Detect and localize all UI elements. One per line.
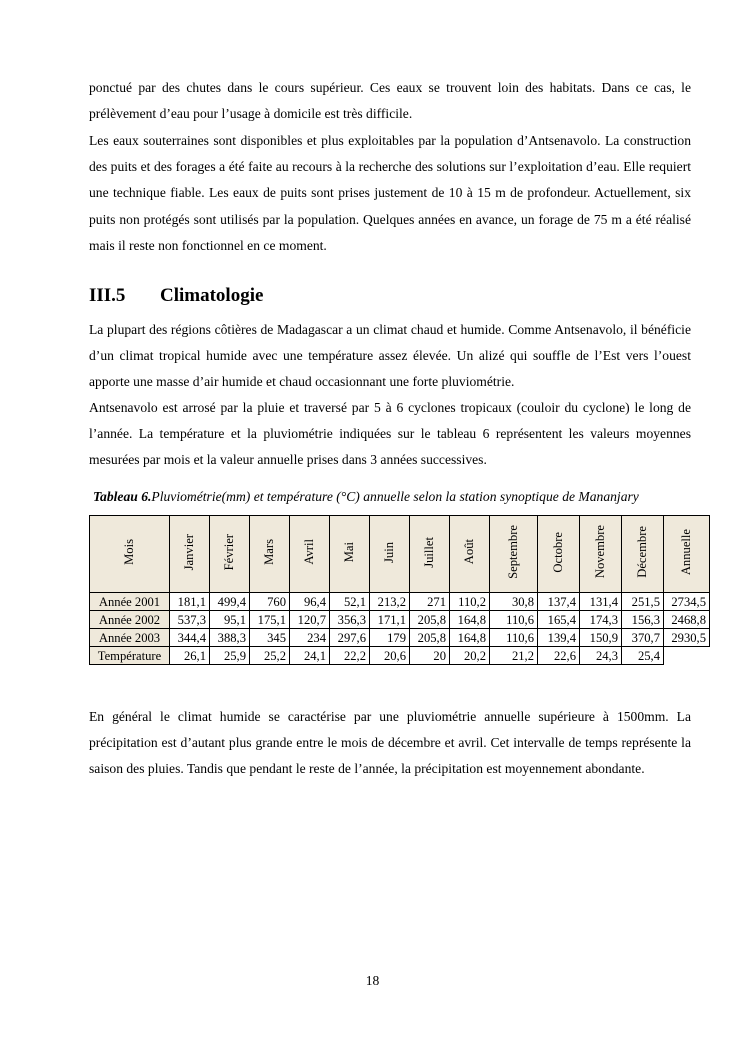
table-cell: 171,1 [370,611,410,629]
page-number: 18 [365,973,380,988]
section-number: III.5 [89,285,126,306]
climate-paragraph-1: La plupart des régions côtières de Madagascar a un climat chaud et humide. Comme Antsenavolo, il bénéficie d’un climat tropical humide avec une température assez élevée. Un alizé qui souffle de l’Est vers l’ouest apporte une masse d’air humide et chaud occasionnant une forte pluviométrie. [89,322,691,390]
table-cell: 96,4 [290,593,330,611]
column-header-label: Janvier [182,533,196,571]
empty-cell [664,647,710,665]
column-header-label: Novembre [593,525,607,579]
column-header-label: Avril [302,539,316,565]
table-cell: 205,8 [410,629,450,647]
table-row [90,629,710,647]
table-cell: 537,3 [170,611,210,629]
table-cell: 95,1 [210,611,250,629]
table-cell: 179 [370,629,410,647]
table-cell: 52,1 [330,593,370,611]
column-header [370,516,410,593]
row-label: Année 2001 [90,593,170,611]
table-cell: 234 [290,629,330,647]
table-cell: 21,2 [490,647,538,665]
table-cell: 388,3 [210,629,250,647]
column-header [622,516,664,593]
row-label: Année 2002 [90,611,170,629]
climate-paragraph-2: Antsenavolo est arrosé par la pluie et traversé par 5 à 6 cyclones tropicaux (couloir du cyclone) le long de l’année. La température et la pluviométrie indiquées sur le tableau 6 représentent les valeurs moyennes mesurées par mois et la valeur annuelle prises dans 3 années successives. [89,400,691,468]
table-cell: 25,9 [210,647,250,665]
table-row [90,611,710,629]
table-cell: 24,1 [290,647,330,665]
table-cell: 164,8 [450,629,490,647]
table-cell: 131,4 [580,593,622,611]
column-header [450,516,490,593]
table-cell: 25,4 [622,647,664,665]
table-cell: 110,2 [450,593,490,611]
table-cell: 174,3 [580,611,622,629]
column-header [210,516,250,593]
table-cell: 156,3 [622,611,664,629]
column-header [250,516,290,593]
column-header-label: Juillet [422,536,436,568]
table-cell: 110,6 [490,611,538,629]
column-header [330,516,370,593]
table-cell: 150,9 [580,629,622,647]
table-cell: 2468,8 [664,611,710,629]
table-cell: 271 [410,593,450,611]
column-header [290,516,330,593]
table-header-row [90,516,710,593]
column-header [410,516,450,593]
table-cell: 2734,5 [664,593,710,611]
table-cell: 30,8 [490,593,538,611]
column-header [170,516,210,593]
table-cell: 26,1 [170,647,210,665]
table-cell: 22,6 [538,647,580,665]
table-cell: 110,6 [490,629,538,647]
conclusion-paragraph: En général le climat humide se caractérise par une pluviométrie annuelle supérieure à 1500mm. La précipitation est d’autant plus grande entre le mois de décembre et avril. Cet intervalle de temps représente la saison des pluies. Tandis que pendant le reste de l’année, la précipitation est moyennement abondante. [89,709,691,777]
table-row [90,647,710,665]
column-header-label: Février [222,533,236,571]
column-header [90,516,170,593]
table-cell: 213,2 [370,593,410,611]
column-header-label: Septembre [506,525,520,579]
table-caption-text: Pluviométrie(mm) et température (°C) annuelle selon la station synoptique de Mananjary [151,489,639,504]
intro-paragraph: ponctué par des chutes dans le cours supérieur. Ces eaux se trouvent loin des habitats. Dans ce cas, le prélèvement d’eau pour l’usage à domicile est très difficile. [89,80,691,122]
table-cell: 370,7 [622,629,664,647]
column-header-label: Annuelle [679,528,693,576]
column-header [490,516,538,593]
section-title: Climatologie [160,285,264,306]
column-header [538,516,580,593]
column-header-label: Mars [262,539,276,565]
table-body [90,593,710,665]
climate-table [89,515,710,665]
table-cell: 25,2 [250,647,290,665]
table-cell: 499,4 [210,593,250,611]
table-cell: 760 [250,593,290,611]
column-header [664,516,710,593]
section-heading [89,285,263,307]
column-header-label: Mai [342,541,356,563]
table-cell: 181,1 [170,593,210,611]
row-label: Année 2003 [90,629,170,647]
row-label: Température [90,647,170,665]
column-header-label: Octobre [551,531,565,573]
table-cell: 120,7 [290,611,330,629]
table-cell: 22,2 [330,647,370,665]
groundwater-paragraph: Les eaux souterraines sont disponibles et plus exploitables par la population d’Antsenavolo. La construction des puits et des forages a été faite au recours à la recherche des solutions sur l’exploitation d’eau. Elle requiert une technique fiable. Les eaux de puits sont prises justement de 10 à 15 m de profondeur. Actuellement, six puits non protégés sont utilisés par la population. Quelques années en avance, un forage de 75 m a été réalisé mais il reste non fonctionnel en ce moment. [89,133,691,253]
table-cell: 20,2 [450,647,490,665]
column-header-label: Juin [382,541,396,563]
table-cell: 175,1 [250,611,290,629]
table-cell: 164,8 [450,611,490,629]
table-cell: 137,4 [538,593,580,611]
table-cell: 20,6 [370,647,410,665]
table-cell: 205,8 [410,611,450,629]
table-cell: 297,6 [330,629,370,647]
table-cell: 2930,5 [664,629,710,647]
column-header [580,516,622,593]
table-cell: 139,4 [538,629,580,647]
column-header-label: Décembre [635,526,649,578]
table-caption-label: Tableau 6. [93,489,152,504]
column-header-label: Mois [122,539,136,565]
table-row [90,593,710,611]
table-cell: 344,4 [170,629,210,647]
table-cell: 251,5 [622,593,664,611]
table-cell: 165,4 [538,611,580,629]
table-cell: 345 [250,629,290,647]
column-header-label: Août [462,539,476,565]
table-cell: 20 [410,647,450,665]
table-caption [93,489,639,505]
table-cell: 356,3 [330,611,370,629]
table-cell: 24,3 [580,647,622,665]
